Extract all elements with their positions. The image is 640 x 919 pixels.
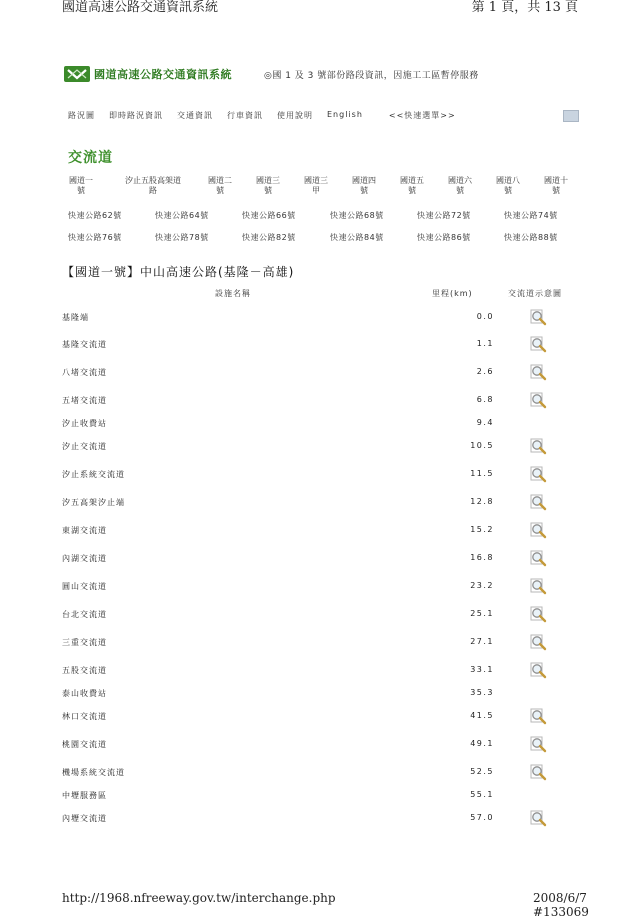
highway-link-1[interactable]: 國道一 號 bbox=[69, 176, 93, 195]
magnifier-icon[interactable] bbox=[528, 734, 548, 754]
facility-name: 三重交流道 bbox=[62, 638, 107, 647]
magnifier-icon[interactable] bbox=[528, 362, 548, 382]
expressway-link-84[interactable]: 快速公路84號 bbox=[330, 233, 384, 242]
facility-name: 基隆端 bbox=[62, 313, 89, 322]
expressway-link-88[interactable]: 快速公路88號 bbox=[504, 233, 558, 242]
facility-km: 16.8 bbox=[470, 553, 494, 562]
magnifier-icon[interactable] bbox=[528, 660, 548, 680]
facility-name: 泰山收費站 bbox=[62, 689, 107, 698]
facility-km: 9.4 bbox=[476, 418, 494, 427]
expressway-link-78[interactable]: 快速公路78號 bbox=[155, 233, 209, 242]
nav-travel-info[interactable]: 行車資訊 bbox=[227, 111, 263, 120]
expressway-link-62[interactable]: 快速公路62號 bbox=[68, 211, 122, 220]
facility-name: 五股交流道 bbox=[62, 666, 107, 675]
facility-km: 12.8 bbox=[470, 497, 494, 506]
nav-decoration-box bbox=[563, 110, 579, 122]
facility-name: 汐止交流道 bbox=[62, 442, 107, 451]
facility-km: 25.1 bbox=[470, 609, 494, 618]
expressway-link-72[interactable]: 快速公路72號 bbox=[417, 211, 471, 220]
highway-link-6[interactable]: 國道六 號 bbox=[448, 176, 472, 195]
facility-name: 圓山交流道 bbox=[62, 582, 107, 591]
magnifier-icon[interactable] bbox=[528, 492, 548, 512]
facility-name: 中壢服務區 bbox=[62, 791, 107, 800]
service-notice: ◎國 1 及 3 號部份路段資訊，因施工工區暫停服務 bbox=[264, 71, 479, 81]
facility-km: 0.0 bbox=[476, 312, 494, 321]
facility-name: 台北交流道 bbox=[62, 610, 107, 619]
facility-km: 6.8 bbox=[476, 395, 494, 404]
facility-km: 23.2 bbox=[470, 581, 494, 590]
facility-km: 1.1 bbox=[476, 339, 494, 348]
expressway-link-66[interactable]: 快速公路66號 bbox=[242, 211, 296, 220]
column-header-name: 設施名稱 bbox=[215, 289, 251, 298]
highway-link-10[interactable]: 國道十 號 bbox=[544, 176, 568, 195]
facility-name: 機場系統交流道 bbox=[62, 768, 125, 777]
highway-link-3[interactable]: 國道三 號 bbox=[256, 176, 280, 195]
print-header-page: 第 1 頁，共 13 頁 bbox=[471, 0, 578, 15]
print-header-title: 國道高速公路交通資訊系統 bbox=[62, 0, 219, 15]
expressway-link-82[interactable]: 快速公路82號 bbox=[242, 233, 296, 242]
facility-km: 41.5 bbox=[470, 711, 494, 720]
logo-emblem-icon bbox=[64, 66, 90, 82]
magnifier-icon[interactable] bbox=[528, 334, 548, 354]
magnifier-icon[interactable] bbox=[528, 604, 548, 624]
table-title: 【國道一號】中山高速公路(基隆－高雄) bbox=[62, 265, 295, 279]
section-heading: 交流道 bbox=[68, 150, 113, 166]
print-footer-url: http://1968.nfreeway.gov.tw/interchange.php bbox=[62, 891, 336, 905]
expressway-link-74[interactable]: 快速公路74號 bbox=[504, 211, 558, 220]
facility-name: 基隆交流道 bbox=[62, 340, 107, 349]
magnifier-icon[interactable] bbox=[528, 436, 548, 456]
magnifier-icon[interactable] bbox=[528, 548, 548, 568]
column-header-km: 里程(km) bbox=[432, 289, 473, 298]
facility-km: 2.6 bbox=[476, 367, 494, 376]
magnifier-icon[interactable] bbox=[528, 808, 548, 828]
facility-km: 15.2 bbox=[470, 525, 494, 534]
facility-name: 汐止收費站 bbox=[62, 419, 107, 428]
facility-name: 內湖交流道 bbox=[62, 554, 107, 563]
magnifier-icon[interactable] bbox=[528, 520, 548, 540]
facility-km: 55.1 bbox=[470, 790, 494, 799]
highway-link-2[interactable]: 國道二 號 bbox=[208, 176, 232, 195]
magnifier-icon[interactable] bbox=[528, 632, 548, 652]
facility-name: 汐止系統交流道 bbox=[62, 470, 125, 479]
facility-km: 49.1 bbox=[470, 739, 494, 748]
facility-name: 林口交流道 bbox=[62, 712, 107, 721]
highway-link-5[interactable]: 國道五 號 bbox=[400, 176, 424, 195]
highway-link-8[interactable]: 國道八 號 bbox=[496, 176, 520, 195]
magnifier-icon[interactable] bbox=[528, 706, 548, 726]
nav-english[interactable]: English bbox=[327, 110, 363, 119]
highway-link-4[interactable]: 國道四 號 bbox=[352, 176, 376, 195]
magnifier-icon[interactable] bbox=[528, 762, 548, 782]
nav-help[interactable]: 使用說明 bbox=[277, 111, 313, 120]
magnifier-icon[interactable] bbox=[528, 464, 548, 484]
facility-name: 桃園交流道 bbox=[62, 740, 107, 749]
facility-km: 33.1 bbox=[470, 665, 494, 674]
magnifier-icon[interactable] bbox=[528, 390, 548, 410]
nav-realtime-info[interactable]: 即時路況資訊 bbox=[109, 111, 163, 120]
facility-km: 35.3 bbox=[470, 688, 494, 697]
facility-name: 八堵交流道 bbox=[62, 368, 107, 377]
magnifier-icon[interactable] bbox=[528, 576, 548, 596]
logo-text: 國道高速公路交通資訊系統 bbox=[94, 68, 232, 81]
column-header-map: 交流道示意圖 bbox=[508, 289, 562, 298]
expressway-link-64[interactable]: 快速公路64號 bbox=[155, 211, 209, 220]
main-nav bbox=[68, 110, 470, 121]
expressway-link-86[interactable]: 快速公路86號 bbox=[417, 233, 471, 242]
nav-traffic-info[interactable]: 交通資訊 bbox=[177, 111, 213, 120]
expressway-link-68[interactable]: 快速公路68號 bbox=[330, 211, 384, 220]
site-logo[interactable] bbox=[64, 66, 232, 82]
highway-link-3a[interactable]: 國道三 甲 bbox=[304, 176, 328, 195]
facility-name: 東湖交流道 bbox=[62, 526, 107, 535]
facility-km: 57.0 bbox=[470, 813, 494, 822]
expressway-link-76[interactable]: 快速公路76號 bbox=[68, 233, 122, 242]
facility-name: 內壢交流道 bbox=[62, 814, 107, 823]
facility-name: 汐五高架汐止端 bbox=[62, 498, 125, 507]
facility-km: 11.5 bbox=[470, 469, 494, 478]
nav-traffic-map[interactable]: 路況圖 bbox=[68, 111, 95, 120]
facility-km: 52.5 bbox=[470, 767, 494, 776]
facility-km: 10.5 bbox=[470, 441, 494, 450]
magnifier-icon[interactable] bbox=[528, 307, 548, 327]
facility-name: 五堵交流道 bbox=[62, 396, 107, 405]
nav-quick-menu[interactable]: <<快速選單>> bbox=[388, 111, 456, 120]
print-footer-date: 2008/6/7 #133069 bbox=[533, 891, 589, 919]
facility-km: 27.1 bbox=[470, 637, 494, 646]
highway-link-xizhi-wugu[interactable]: 汐止五股高架道 路 bbox=[125, 176, 181, 195]
